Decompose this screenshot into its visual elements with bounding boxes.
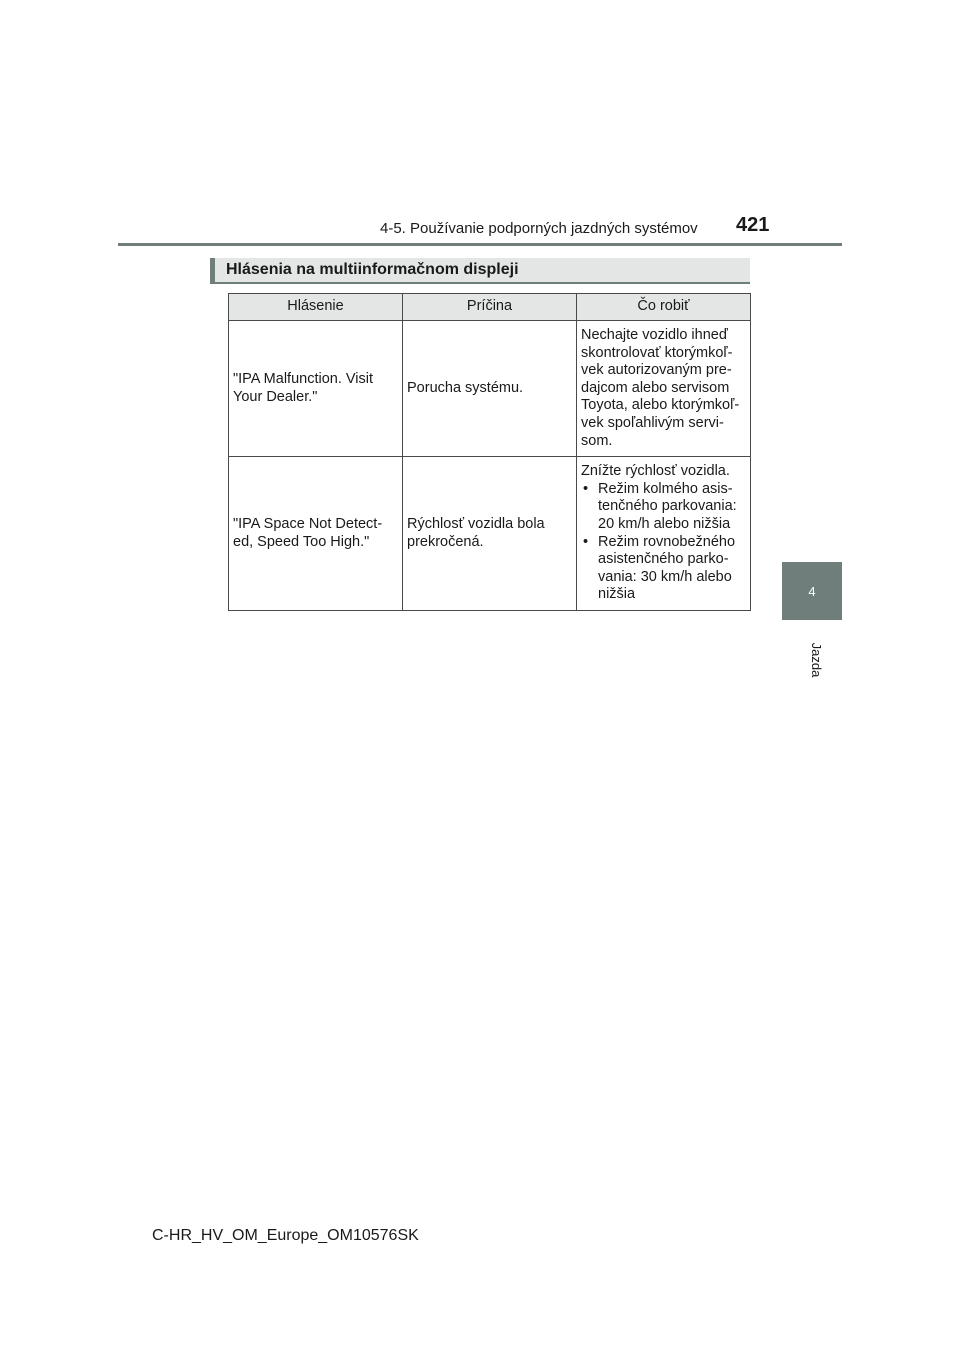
action-bullet [581, 534, 746, 604]
section-heading-accent [210, 258, 215, 282]
cause-cell [403, 457, 577, 611]
table-row [229, 457, 751, 611]
chapter-tab-label: Jazda [809, 642, 824, 678]
section-heading: Hlásenia na multiinformačnom displeji [226, 261, 519, 278]
action-bullet-line: vania: 30 km/h alebo [598, 568, 732, 585]
message-line: "IPA Space Not Detect- [233, 515, 383, 532]
action-cell [577, 457, 751, 611]
cause-line: prekročená. [407, 533, 484, 550]
action-bullet [581, 481, 746, 534]
action-bullet-line: tenčného parkovania: [598, 498, 737, 515]
action-line: som. [581, 432, 613, 449]
column-header-cause: Príčina [403, 294, 577, 321]
message-cell [229, 457, 403, 611]
page-number: 421 [736, 214, 770, 236]
action-cell [577, 321, 751, 457]
running-header-section: 4-5. Používanie podporných jazdných systémov [380, 220, 698, 237]
header-divider [118, 243, 842, 246]
action-bullet-line: 20 km/h alebo nižšia [598, 515, 731, 532]
action-bullet-line: asistenčného parko- [598, 551, 729, 568]
message-line: "IPA Malfunction. Visit [233, 370, 374, 387]
action-line: vek autorizovaným pre- [581, 362, 732, 379]
cause-cell [403, 321, 577, 457]
message-cell [229, 321, 403, 457]
cause-line: Porucha systému. [407, 379, 524, 396]
chapter-tab-number: 4 [808, 583, 816, 599]
action-bullet-line: • Režim rovnobežného [598, 533, 736, 550]
message-line: Your Dealer." [233, 388, 318, 405]
section-heading-bar [210, 258, 750, 284]
action-bullet-line: • Režim kolmého asis- [598, 480, 733, 497]
action-line: Toyota, alebo ktorýmkoľ- [581, 397, 740, 414]
cause-line: Rýchlosť vozidla bola [407, 515, 545, 532]
action-line: vek spoľahlivým servi- [581, 414, 724, 431]
action-line: skontrolovať ktorýmkoľ- [581, 344, 733, 361]
chapter-tab [782, 562, 842, 620]
document-code: C-HR_HV_OM_Europe_OM10576SK [152, 1227, 419, 1244]
action-bullet-list [581, 481, 746, 604]
table-row [229, 321, 751, 457]
action-line: dajcom alebo servisom [581, 379, 730, 396]
column-header-message: Hlásenie [229, 294, 403, 321]
message-line: ed, Speed Too High." [233, 533, 370, 550]
action-bullet-line: nižšia [598, 586, 636, 603]
table-header-row [229, 294, 751, 321]
column-header-action: Čo robiť [577, 294, 751, 321]
messages-table [228, 293, 751, 611]
action-line: Nechajte vozidlo ihneď [581, 327, 728, 343]
action-line: Znížte rýchlosť vozidla. [581, 463, 730, 480]
